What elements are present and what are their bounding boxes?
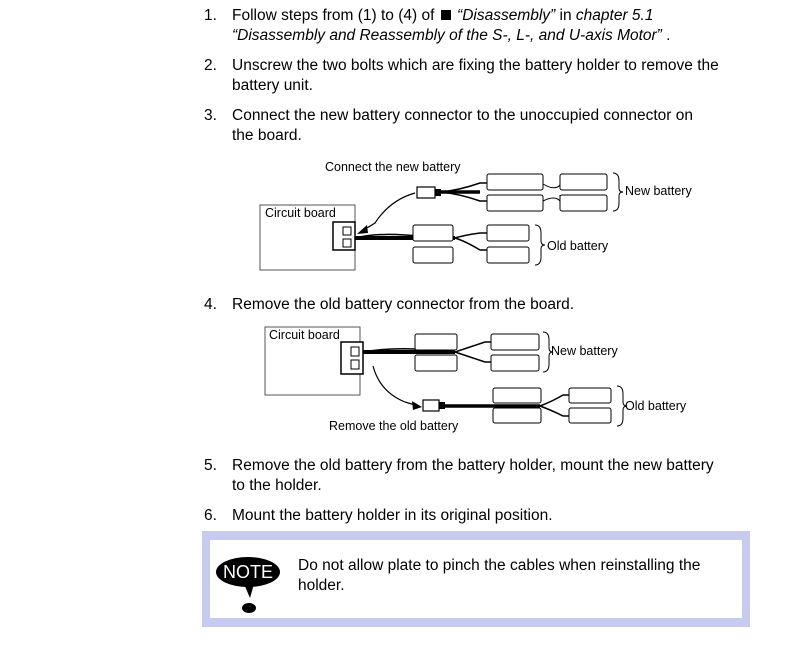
figure-callout: Remove the old battery — [329, 419, 459, 433]
note-badge-text: NOTE — [222, 562, 274, 582]
note-text: Do not allow plate to pinch the cables when reinstalling the — [298, 557, 701, 574]
step-text: Connect the new battery connector to the unoccupied connector on — [232, 107, 693, 124]
step-text-end: . — [661, 27, 671, 44]
step-text: battery unit. — [232, 77, 313, 94]
step-number: 6. — [204, 507, 217, 524]
step-number: 1. — [204, 7, 217, 24]
step-text: Follow steps from (1) to (4) of — [232, 7, 439, 24]
arrow-head-icon — [357, 225, 368, 234]
step-text: Unscrew the two bolts which are fixing the battery holder to remove the — [232, 57, 719, 74]
note-content — [210, 540, 742, 618]
step-number: 5. — [204, 457, 217, 474]
step-text: the board. — [232, 127, 302, 144]
new-battery-pack — [417, 173, 623, 211]
board-connector — [341, 342, 363, 374]
circuit-board-label: Circuit board — [269, 328, 340, 342]
step-number: 4. — [204, 296, 217, 313]
step-text: Mount the battery holder in its original position. — [232, 507, 553, 524]
arrow-head-icon — [412, 401, 422, 410]
old-battery-pack — [355, 225, 545, 265]
chapter-title: “Disassembly and Reassembly of the S-, L-, and U-axis Motor” — [232, 27, 662, 44]
step-text: to the holder. — [232, 477, 322, 494]
arrow-remove — [373, 366, 415, 405]
new-battery-pack — [363, 332, 553, 372]
old-battery-label: Old battery — [547, 239, 609, 253]
step-text-mid: in — [555, 7, 576, 24]
board-connector — [333, 222, 355, 250]
chapter-reference: chapter 5.1 — [575, 7, 654, 24]
square-bullet-icon — [441, 10, 451, 20]
step-number: 3. — [204, 107, 217, 124]
step-text: Remove the old battery connector from the board. — [232, 296, 575, 313]
note-box — [202, 531, 750, 627]
arrow-connect — [362, 193, 415, 231]
figure-connect-new-battery — [255, 155, 715, 275]
new-battery-label: New battery — [551, 344, 618, 358]
old-battery-label: Old battery — [625, 399, 687, 413]
note-icon — [214, 554, 284, 620]
new-battery-label: New battery — [625, 184, 692, 198]
circuit-board-label: Circuit board — [265, 206, 336, 220]
step-number: 2. — [204, 57, 217, 74]
section-reference: “Disassembly” — [457, 7, 556, 24]
figure-remove-old-battery — [255, 322, 715, 437]
note-text: holder. — [298, 577, 345, 594]
figure-callout: Connect the new battery — [325, 160, 461, 174]
step-text: Remove the old battery from the battery holder, mount the new battery — [232, 457, 714, 474]
